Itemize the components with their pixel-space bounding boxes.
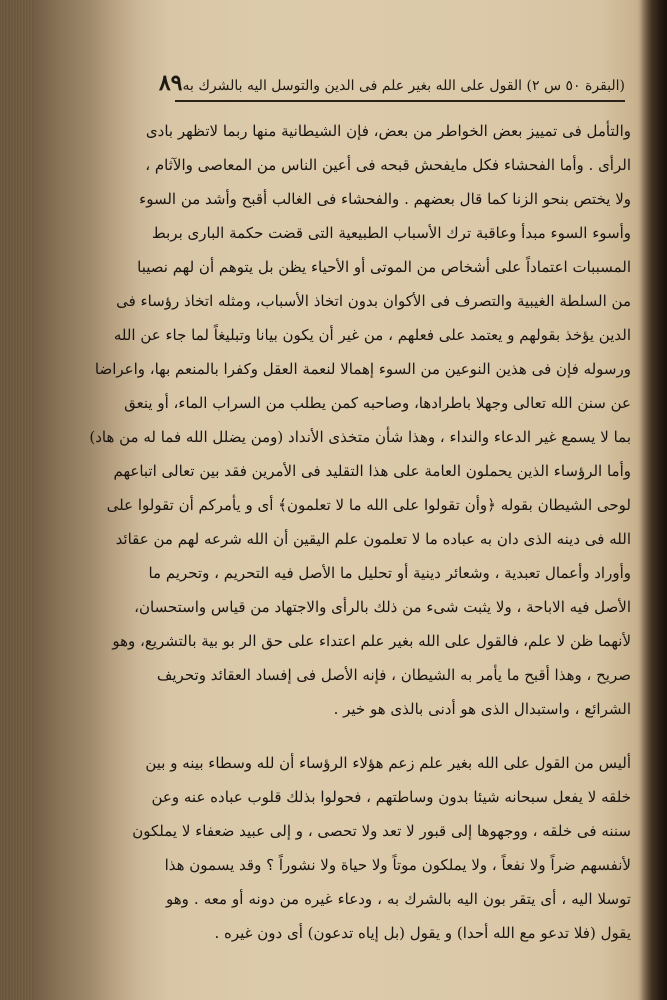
- paragraph: [106, 488, 631, 726]
- text-line: وأسوء السوء مبدأ وعاقبة ترك الأسباب الطبيعية التى قضت حكمة البارى بربط: [151, 224, 631, 242]
- text-line: توسلا اليه ، أى يتقر بون اليه بالشرك به ، ودعاء غيره من دونه أو معه . وهو: [166, 890, 631, 908]
- text-line: لأنفسهم ضراً ولا نفعاً ، ولا يملكون موتاً ولا حياة ولا نشوراً ؟ وقد يسمون هذا: [164, 856, 631, 874]
- text-line: وأما الرؤساء الذين يحملون العامة على هذا التقليد فى الأمرين فقد بين تعالى اتباعهم: [113, 462, 631, 480]
- text-line: من السلطة الغيبية والتصرف فى الأكوان بدون اتخاذ الأسباب، ومثله اتخاذ رؤساء فى: [116, 292, 631, 310]
- text-line: والتأمل فى تمييز بعض الخواطر من بعض، فإن الشيطانية منها ربما لاتظهر بادى: [145, 122, 631, 140]
- text-line: أليس من القول على الله بغير علم زعم هؤلاء الرؤساء أن لله وسطاء بينه و بين: [145, 754, 631, 772]
- page-header: [158, 70, 625, 98]
- text-line: الشرائع ، واستبدال الذى هو أدنى بالذى هو خير .: [333, 700, 631, 718]
- text-line: الدين يؤخذ بقولهم و يعتمد على فعلهم ، من غير أن يكون بيانا وتبليغاً لما جاء عن الله: [113, 326, 631, 344]
- text-line: الرأى . وأما الفحشاء فكل مايفحش قبحه فى أعين الناس من المعاصى والآثام ،: [145, 156, 631, 174]
- text-line: ولا يختص بنحو الزنا كما قال بعضهم . والفحشاء فى الغالب أقبح وأشد من السوء: [139, 190, 631, 208]
- book-page: [89, 52, 648, 992]
- text-line: يقول (فلا تدعو مع الله أحدا) و يقول (بل إياه تدعون) أى دون غيره .: [214, 924, 631, 942]
- text-line: وأوراد وأعمال تعبدية ، وشعائر دينية أو تحليل ما الأصل فيه التحريم ، وتحريم ما: [148, 564, 631, 582]
- text-line: الأصل فيه الاباحة ، ولا يثبت شىء من ذلك بالرأى والاجتهاد من قياس واستحسان،: [134, 598, 631, 616]
- page-number: ٨٩: [158, 70, 183, 96]
- paragraph: [89, 114, 631, 488]
- text-line: بما لا يسمع غير الدعاء والنداء ، وهذا شأن متخذى الأنداد (ومن يضلل الله فما له من هاد): [89, 428, 631, 446]
- text-line: عن سنن الله تعالى وجهلا باطرادها، وصاحبه كمن يطلب من السراب الماء، أو ينعق: [124, 394, 631, 412]
- text-line: خلقه لا يفعل سبحانه شيئا بدون وساطتهم ، فحولوا بذلك قلوب عباده عنه وعن: [151, 788, 631, 806]
- text-line: ورسوله فإن فى هذين النوعين من السوء إهمالا لنعمة العقل وكفرا بالمنعم بها، واعراضا: [94, 360, 631, 378]
- header-rule: [175, 100, 625, 102]
- text-line: سننه فى خلقه ، ووجهوها إلى قبور لا تعد ولا تحصى ، و إلى عبيد ضعفاء لا يملكون: [132, 822, 631, 840]
- text-line: لأنهما ظن لا علم، فالقول على الله بغير علم اعتداء على حق الر بو بية بالتشريع، وهو: [112, 632, 631, 650]
- text-line: صريح ، وهذا أقبح ما يأمر به الشيطان ، فإنه الأصل فى إفساد العقائد وتحريف: [156, 666, 631, 684]
- text-line: لوحى الشيطان بقوله ﴿وأن تقولوا على الله ما لا تعلمون﴾ أى و يأمركم أن تقولوا على: [106, 496, 631, 514]
- paragraph-gap: [166, 726, 631, 746]
- body-text: [89, 114, 631, 950]
- running-head: (البقرة ٥٠ س ٢) القول على الله بغير علم فى الدين والتوسل اليه بالشرك به: [182, 78, 625, 94]
- text-line: المسببات اعتماداً على أشخاص من الموتى أو الأحياء يظن بل يتوهم أن لهم نصيبا: [137, 258, 631, 276]
- paragraph: [132, 746, 631, 950]
- text-line: الله فى دينه الذى دان به عباده ما لا تعلمون علم اليقين أن الله شرعه لهم من عقائد: [115, 530, 631, 548]
- page-stack-edge: [0, 0, 34, 1000]
